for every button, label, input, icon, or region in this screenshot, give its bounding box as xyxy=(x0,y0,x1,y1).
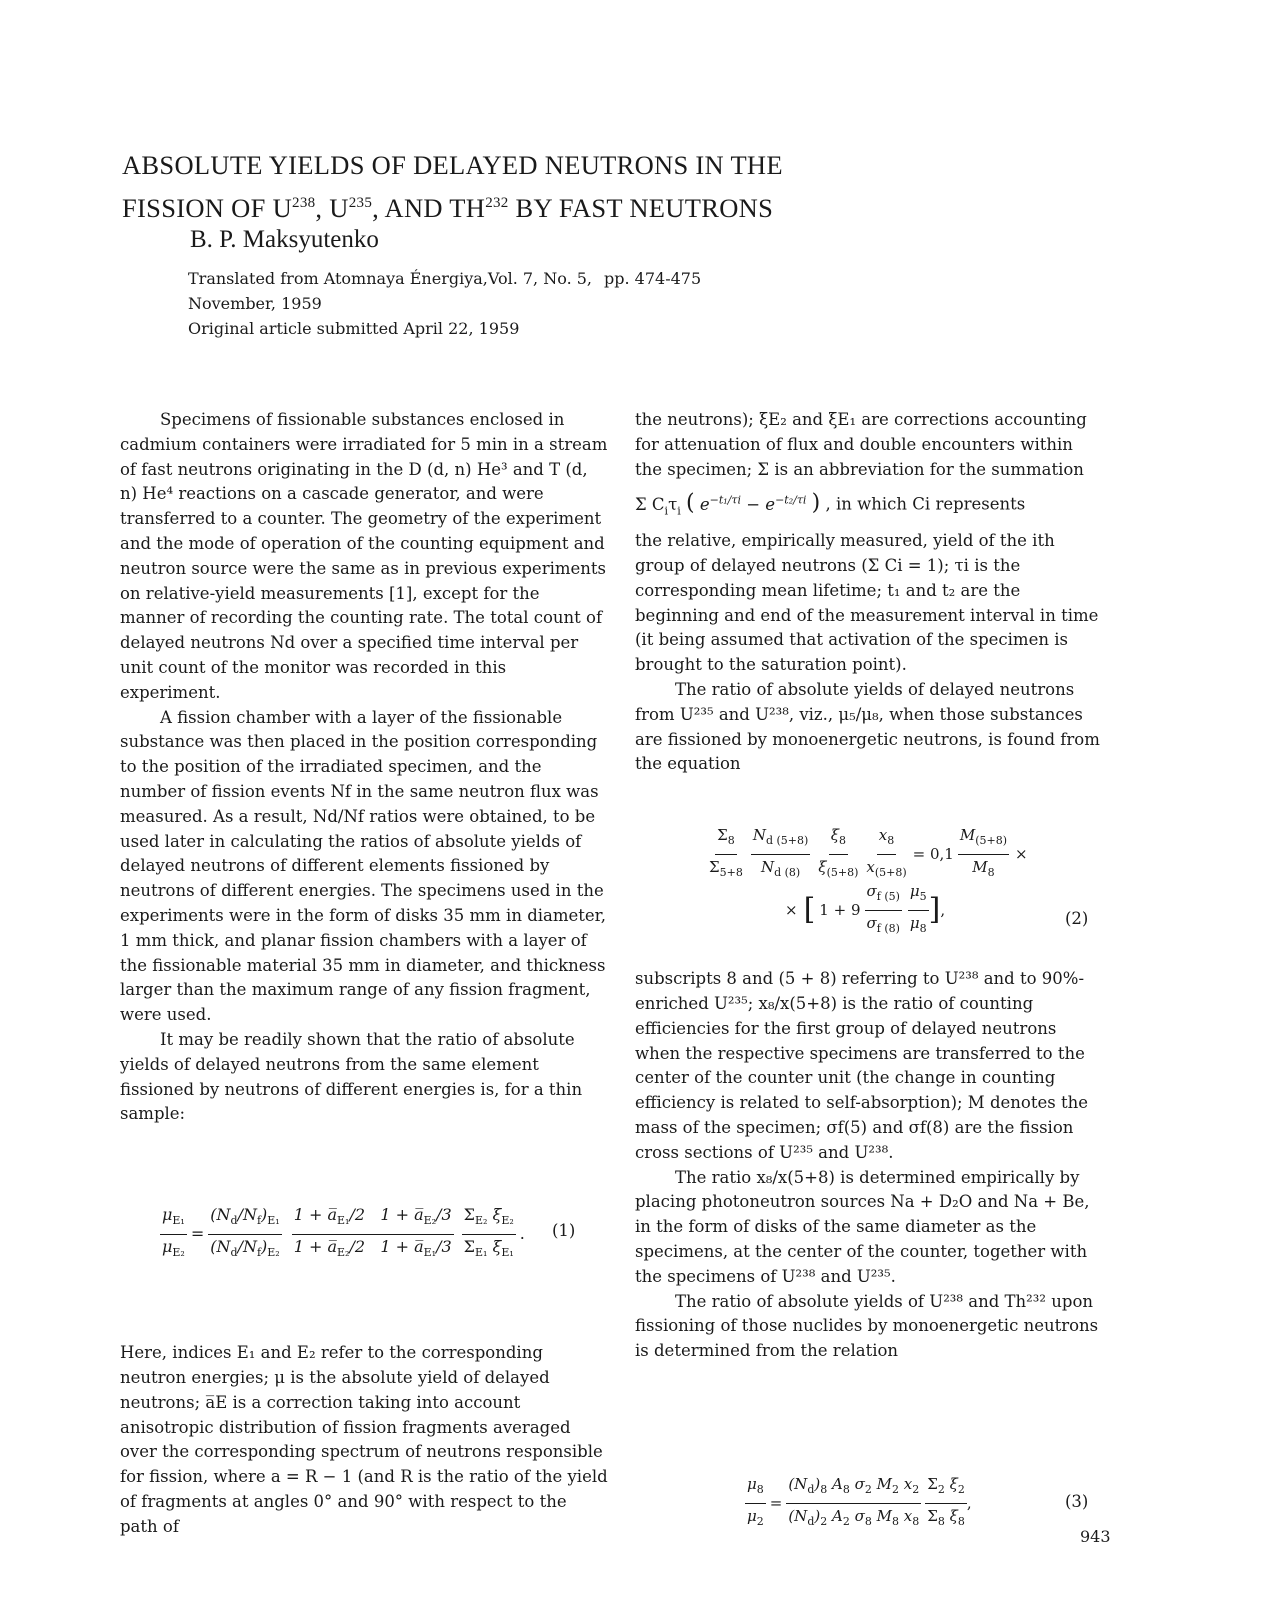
equation-2: $\frac{\Sigma_8}{\Sigma_{5+8}}$ $\frac{N_{d (5+8)}}{N_{d (8)}}$ $\frac{\xi_8}{\xi_{(5+8)}}$ $\frac{x_8}{x_{(5+8)}}$ = 0,1 $\frac{M_{(5+8)}}{M_8}$ × × [ 1 + 9 $\frac{\sigma_{f (5)}}{\sigma_{f (8)}}$ $\frac{\mu_5}{\mu_8}$ ] , (2) xyxy=(635,817,1105,939)
equation-2-number: (2) xyxy=(1065,909,1089,929)
paragraph-r1a: the neutrons); ξE₂ and ξE₁ are corrections accounting for attenuation of flux and double encounters within the specimen; Σ is an abbreviation for the summation xyxy=(635,410,1087,479)
equation-1-number: (1) xyxy=(552,1221,576,1241)
paragraph-2: A fission chamber with a layer of the fissionable substance was then placed in the position corresponding to the position of the irradiated specimen, and the number of fission events Nf in the same neutron flux was measured. As a result, Nd/Nf ratios were obtained, to be used later in calculating the ratios of absolute yields of delayed neutrons of different elements fissioned by neutrons of different energies. The specimens used in the experiments were in the form of disks 35 mm in diameter, 1 mm thick, and planar fission chambers with a layer of the fissionable material 35 mm in diameter, and thickness larger than the maximum range of any fission fragment, were used. xyxy=(120,707,606,1025)
right-column xyxy=(635,408,1105,1532)
page-number: 943 xyxy=(1080,1527,1111,1546)
paragraph-r5: The ratio of absolute yields of U²³⁸ and Th²³² upon fissioning of those nuclides by monoenergetic neutrons is determined from the relation xyxy=(635,1291,1099,1361)
page-range: pp. 474-475 xyxy=(604,269,702,288)
author-name: B. P. Maksyutenko xyxy=(190,226,379,253)
title-line-1: ABSOLUTE YIELDS OF DELAYED NEUTRONS IN THE xyxy=(122,150,783,180)
paragraph-r1b: the relative, empirically measured, yield of the ith group of delayed neutrons (Σ Ci = 1); τi is the corresponding mean lifetime; t₁ and t₂ are the beginning and end of the measurement interval in time (it being assumed that activation of the specimen is brought to the saturation point). xyxy=(635,531,1099,675)
issue-date: November, 1959 xyxy=(188,294,322,313)
translated-from: Translated from Atomnaya Énergiya,Vol. 7, No. 5, xyxy=(188,269,593,288)
submission-date: Original article submitted April 22, 1959 xyxy=(188,319,520,338)
paragraph-3: It may be readily shown that the ratio of absolute yields of delayed neutrons from the same element fissioned by neutrons of different energies is, for a thin sample: xyxy=(120,1029,583,1124)
paragraph-r3: subscripts 8 and (5 + 8) referring to U²³⁸ and to 90%-enriched U²³⁵; x₈/x(5+8) is the ratio of counting efficiencies for the first group of delayed neutrons when the respective specimens are transferred to the center of the counter unit (the change in counting efficiency is related to self-absorption); M denotes the mass of the specimen; σf(5) and σf(8) are the fission cross sections of U²³⁵ and U²³⁸. xyxy=(635,969,1088,1162)
paragraph-4: Here, indices E₁ and E₂ refer to the corresponding neutron energies; μ is the absolute yield of delayed neutrons; a̅E is a correction taking into account anisotropic distribution of fission fragments averaged over the corresponding spectrum of neutrons responsible for fission, where a = R − 1 (and R is the ratio of the yield of fragments at angles 0° and 90° with respect to the path of xyxy=(120,1343,608,1536)
paragraph-r2: The ratio of absolute yields of delayed neutrons from U²³⁵ and U²³⁸, viz., μ₅/μ₈, when those substances are fissioned by monoenergetic neutrons, is found from the equation xyxy=(635,679,1100,774)
summation-expression: Σ $C_i\tau_i$ ( $e^{-t_1/\tau i} - e^{-t_2/\tau i}$ ) , in which Ci represents xyxy=(635,490,1026,518)
paragraph-1: Specimens of fissionable substances enclosed in cadmium containers were irradiated for 5 min in a stream of fast neutrons originating in the D (d, n) He³ and T (d, n) He⁴ reactions on a cascade generator, and were transferred to a counter. The geometry of the experiment and the mode of operation of the counting equipment and neutron source were the same as in previous experiments on relative-yield measurements [1], except for the manner of recording the counting rate. The total count of delayed neutrons Nd over a specified time interval per unit count of the monitor was recorded in this experiment. xyxy=(120,410,608,702)
equation-3-number: (3) xyxy=(1065,1491,1089,1511)
paragraph-r4: The ratio x₈/x(5+8) is determined empirically by placing photoneutron sources Na + D₂O and Na + Be, in the form of disks of the same diameter as the specimens, at the center of the counter, together with the specimens of U²³⁸ and U²³⁵. xyxy=(635,1167,1090,1286)
title-line-2: FISSION OF $U^{238}$, $U^{235}$, AND TH$^{232}$ BY FAST NEUTRONS xyxy=(122,192,774,223)
translation-note xyxy=(188,266,838,341)
equation-3: $\frac{\mu_8}{\mu_2}$ = $\frac{(N_d)_8 A_8 \sigma_2 M_2 x_2}{(N_d)_2 A_2 \sigma_8 M_8 x_8}$ $\frac{\Sigma_2 \xi_2}{\Sigma_8 \xi_8}$ , (3) xyxy=(635,1462,1105,1532)
equation-1: $\frac{\mu_{E_1}}{\mu_{E_2}}$ = $\frac{(N_d/N_f)_{E_1}}{(N_d/N_f)_{E_2}}$ $\frac{1 + a̅_{E_1}/2 1 + a̅_{E_2}/3}{1 + a̅_{E_2}/2 1 + a̅_{E_1}/3}$ $\frac{\Sigma_{E_2} \xi_{E_2}}{\Sigma_{E_1} \xi_{E_1}}$ . (1) xyxy=(162,1205,576,1260)
summation-tail: , in which Ci represents xyxy=(825,494,1026,514)
article-title xyxy=(122,146,1122,227)
left-column xyxy=(120,408,608,1539)
